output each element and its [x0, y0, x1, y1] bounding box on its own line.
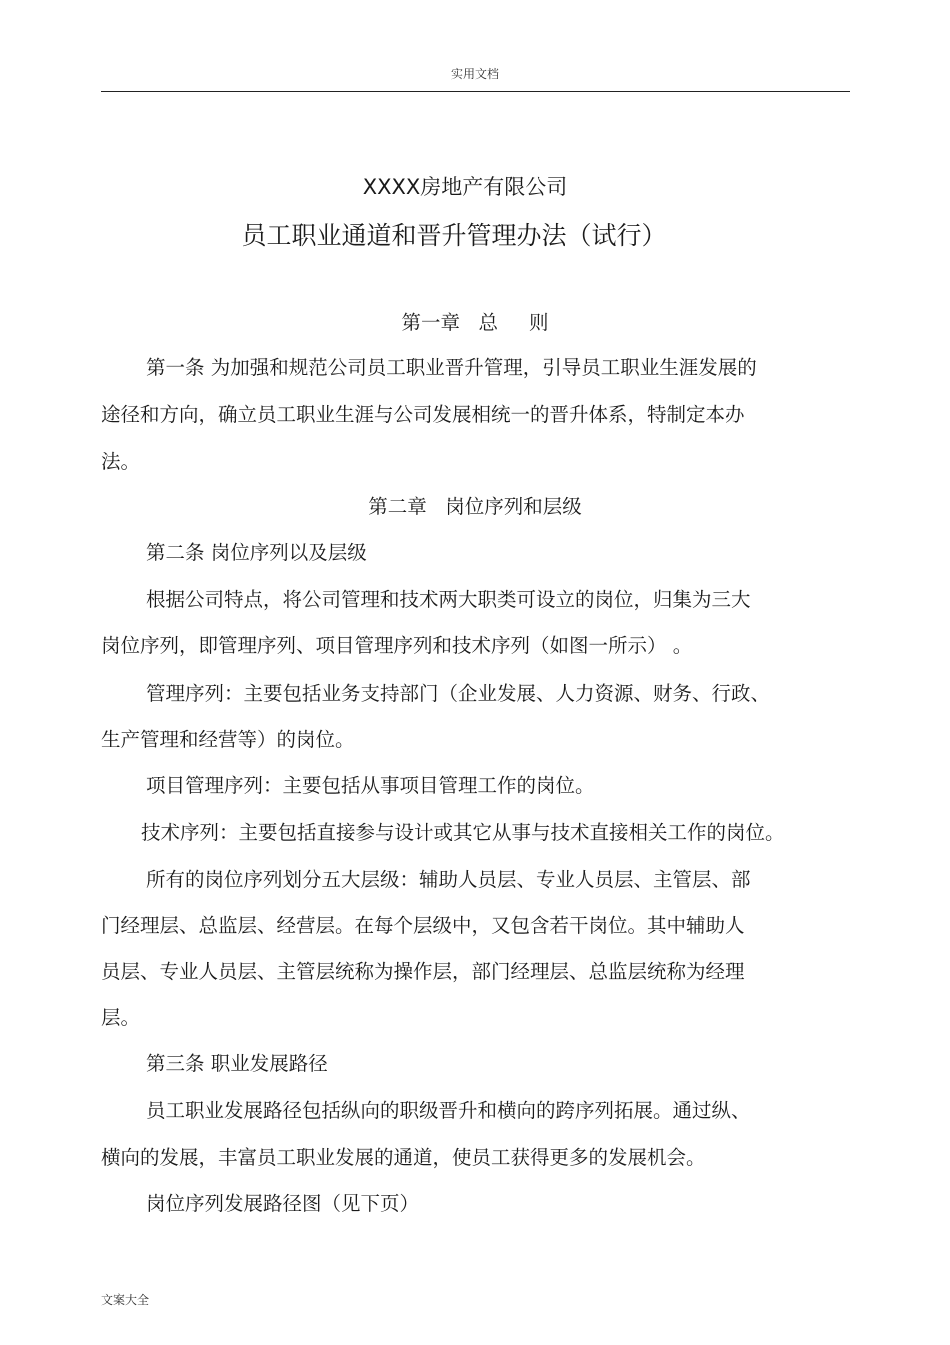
para5-line4: 层。	[101, 1006, 141, 1029]
page-header: 实用文档	[450, 67, 499, 81]
para6-line2: 横向的发展，丰富员工职业发展的通道，使员工获得更多的发展机会。	[101, 1146, 706, 1169]
article3-heading: 第三条 职业发展路径	[146, 1052, 328, 1075]
para3: 项目管理序列：主要包括从事项目管理工作的岗位。	[146, 774, 595, 797]
para7: 岗位序列发展路径图（见下页）	[146, 1192, 420, 1215]
company-name: XXXX房地产有限公司	[362, 175, 568, 199]
para4: 技术序列：主要包括直接参与设计或其它从事与技术直接相关工作的岗位。	[141, 821, 785, 844]
article1-line1: 第一条 为加强和规范公司员工职业晋升管理，引导员工职业生涯发展的	[146, 356, 757, 379]
para1-line2: 岗位序列，即管理序列、项目管理序列和技术序列（如图一所示） 。	[101, 634, 693, 657]
article2-heading: 第二条 岗位序列以及层级	[146, 541, 367, 564]
para5-line3: 员层、专业人员层、主管层统称为操作层，部门经理层、总监层统称为经理	[101, 960, 745, 983]
para6-line1: 员工职业发展路径包括纵向的职级晋升和横向的跨序列拓展。通过纵、	[146, 1099, 751, 1122]
page-footer: 文案大全	[101, 1293, 150, 1307]
chapter2-heading: 第二章 岗位序列和层级	[368, 495, 582, 518]
para2-line2: 生产管理和经营等）的岗位。	[101, 728, 355, 751]
article1-line3: 法。	[101, 450, 141, 473]
para2-line1: 管理序列：主要包括业务支持部门（企业发展、人力资源、财务、行政、	[146, 682, 771, 705]
header-divider	[101, 91, 850, 92]
article1-line2: 途径和方向，确立员工职业生涯与公司发展相统一的晋升体系，特制定本办	[101, 403, 745, 426]
para1-line1: 根据公司特点，将公司管理和技术两大职类可设立的岗位，归集为三大	[146, 588, 751, 611]
document-title: 员工职业通道和晋升管理办法（试行）	[241, 221, 667, 250]
para5-line2: 门经理层、总监层、经营层。在每个层级中，又包含若干岗位。其中辅助人	[101, 914, 745, 937]
para5-line1: 所有的岗位序列划分五大层级：辅助人员层、专业人员层、主管层、部	[146, 868, 751, 891]
chapter1-heading: 第一章 总 则	[401, 311, 549, 334]
